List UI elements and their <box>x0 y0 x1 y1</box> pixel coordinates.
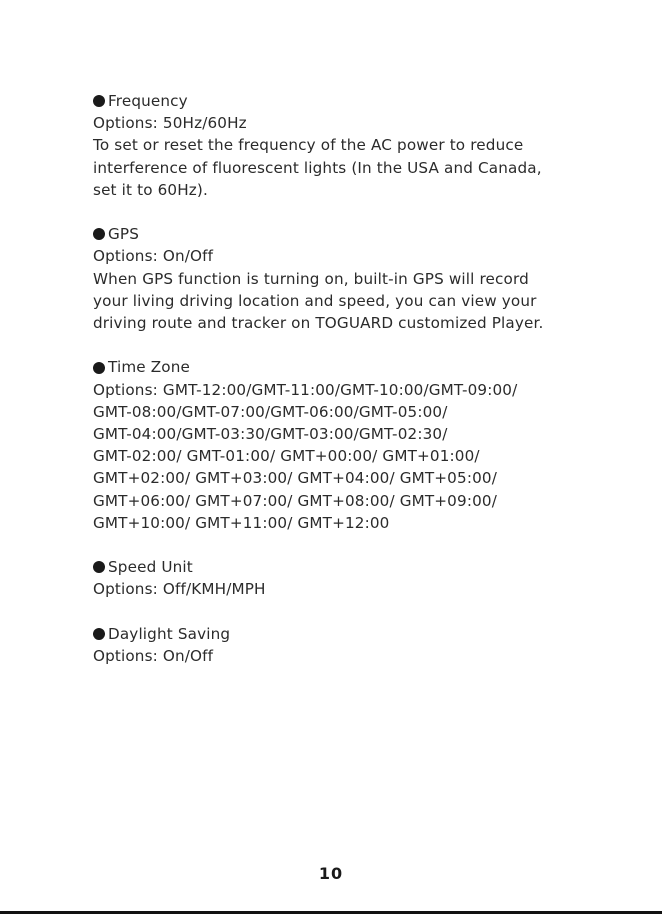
section-title: Speed Unit <box>108 558 193 577</box>
section-line: Options: On/Off <box>93 647 214 666</box>
section-line: Options: GMT-12:00/GMT-11:00/GMT-10:00/GMT-09:00/ <box>93 380 518 399</box>
section-title: GPS <box>108 225 140 244</box>
section-title: Daylight Saving <box>108 624 231 643</box>
section-frequency <box>93 90 613 201</box>
section-line: set it to 60Hz). <box>93 180 208 199</box>
section-line: GMT-04:00/GMT-03:30/GMT-03:00/GMT-02:30/ <box>93 425 448 444</box>
bullet-icon <box>93 228 105 240</box>
section-heading <box>93 623 613 645</box>
section-line: When GPS function is turning on, built-in GPS will record <box>93 269 529 288</box>
section-gps <box>93 223 613 334</box>
section-title: Time Zone <box>108 358 191 377</box>
section-heading <box>93 556 613 578</box>
section-line: driving route and tracker on TOGUARD customized Player. <box>93 314 544 333</box>
section-line: interference of fluorescent lights (In the USA and Canada, <box>93 158 542 177</box>
section-line: GMT+10:00/ GMT+11:00/ GMT+12:00 <box>93 513 390 532</box>
section-line: GMT+06:00/ GMT+07:00/ GMT+08:00/ GMT+09:00/ <box>93 491 497 510</box>
bullet-icon <box>93 95 105 107</box>
section-line: your living driving location and speed, you can view your <box>93 291 537 310</box>
bullet-icon <box>93 561 105 573</box>
section-heading <box>93 90 613 112</box>
section-title: Frequency <box>108 92 188 110</box>
section-line: To set or reset the frequency of the AC power to reduce <box>93 136 524 155</box>
section-line: GMT-08:00/GMT-07:00/GMT-06:00/GMT-05:00/ <box>93 402 448 421</box>
bullet-icon <box>93 628 105 640</box>
section-heading <box>93 356 613 378</box>
section-speed-unit <box>93 556 613 600</box>
page-number: 10 <box>318 864 344 883</box>
section-heading <box>93 223 613 245</box>
bullet-icon <box>93 362 105 374</box>
section-line: GMT+02:00/ GMT+03:00/ GMT+04:00/ GMT+05:00/ <box>93 469 497 488</box>
section-line: Options: Off/KMH/MPH <box>93 580 266 599</box>
section-time-zone <box>93 356 613 534</box>
manual-content <box>93 90 613 689</box>
section-line: Options: On/Off <box>93 247 214 266</box>
section-line: GMT-02:00/ GMT-01:00/ GMT+00:00/ GMT+01:00/ <box>93 447 480 466</box>
section-daylight-saving <box>93 623 613 667</box>
section-line: Options: 50Hz/60Hz <box>93 114 247 133</box>
